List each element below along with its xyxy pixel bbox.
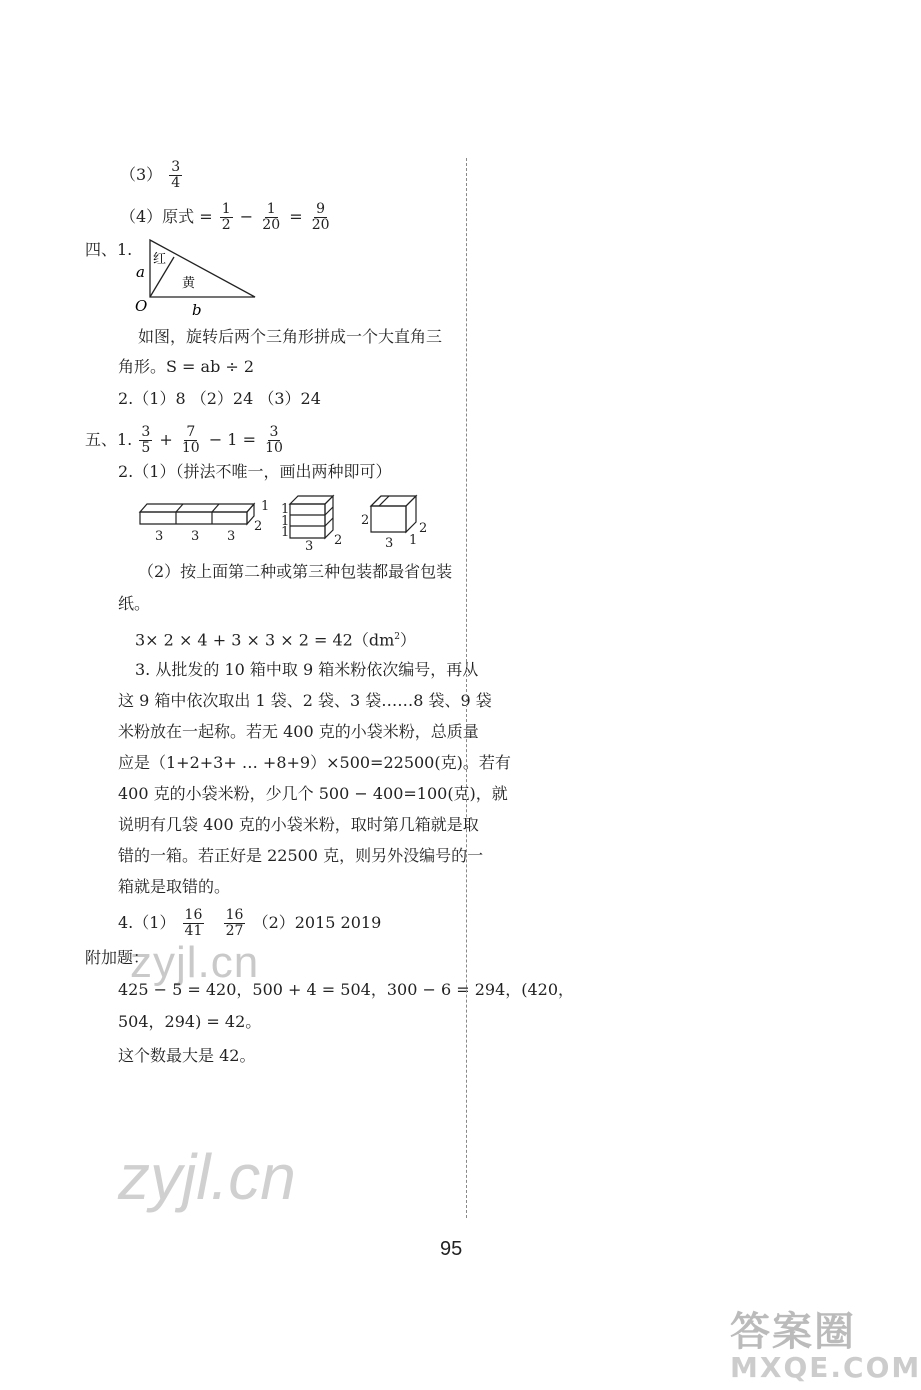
box-label: 1	[409, 533, 418, 548]
fraction: $\frac{3}{10}$	[265, 424, 283, 456]
fraction: $\frac{1}{20}$	[262, 201, 281, 233]
box-label: 2	[419, 521, 428, 536]
section-5	[85, 425, 287, 456]
page-number: 95	[440, 1238, 463, 1260]
section-4-label: 四、1.	[85, 240, 133, 259]
box-label: 1	[281, 514, 290, 529]
sec5-q2b-calc	[135, 627, 416, 650]
item-3	[120, 160, 184, 191]
box-label: 1	[281, 502, 290, 517]
sec5-q3-line: 3. 从批发的 10 箱中取 9 箱米粉依次编号，再从	[135, 660, 479, 679]
column-divider	[466, 158, 467, 1218]
operator: =	[289, 207, 303, 226]
fraction: $\frac{3}{5}$	[141, 424, 151, 456]
item-3-label: （3）	[120, 165, 163, 184]
sec5-q3-line: 箱就是取错的。	[118, 877, 231, 896]
calc-sup: 2	[394, 632, 400, 642]
sec5-q2b-line2: 纸。	[118, 594, 151, 613]
sec5-q3-line: 这 9 箱中依次取出 1 袋、2 袋、3 袋……8 袋、9 袋	[118, 691, 492, 710]
calc-text: 3× 2 × 4 + 3 × 3 × 2 = 42（dm	[135, 630, 395, 650]
extra-line2: 504，294) = 42。	[118, 1012, 262, 1031]
sec5-q2b-line1: （2）按上面第二种或第三种包装都最省包装	[138, 562, 453, 581]
box-label: 3	[305, 539, 314, 554]
item-4-label: （4）原式 =	[120, 207, 213, 226]
box-label: 2	[361, 513, 370, 528]
operator: − 1 =	[208, 430, 256, 449]
sec4-line2: 角形。S = ab ÷ 2	[118, 357, 255, 376]
section-5-label: 五、1.	[85, 430, 133, 449]
box-label: 2	[254, 519, 263, 534]
corner-logo	[730, 1300, 921, 1385]
sec5-q3-line: 说明有几袋 400 克的小袋米粉，取时第几箱就是取	[118, 815, 479, 834]
sec5-q3-line: 米粉放在一起称。若无 400 克的小袋米粉，总质量	[118, 722, 479, 741]
corner-logo-top: 答案圈	[730, 1309, 856, 1355]
operator: −	[239, 207, 254, 226]
extra-line1: 425 − 5 = 420，500 + 4 = 504，300 − 6 = 294，(420，	[118, 980, 575, 999]
fraction: $\frac{3}{4}$	[171, 159, 181, 191]
fraction: $\frac{1}{2}$	[221, 201, 231, 233]
sec5-q3-line: 错的一箱。若正好是 22500 克，则另外没编号的一	[118, 846, 484, 865]
box-label: 3	[227, 529, 236, 544]
fraction: $\frac{16}{41}$	[184, 907, 203, 939]
sec5-q3-line: 400 克的小袋米粉，少几个 500 − 400=100(克)，就	[118, 784, 508, 803]
sec4-line1: 如图，旋转后两个三角形拼成一个大直角三	[138, 327, 443, 346]
box-label: 3	[191, 529, 200, 544]
calc-close: ）	[399, 630, 416, 650]
sec4-q2: 2.（1）8 （2）24 （3）24	[118, 389, 321, 408]
sec5-q3-line: 应是（1+2+3+ … +8+9）×500=22500(克)。若有	[118, 753, 511, 772]
watermark-small: zyjl.cn	[130, 938, 260, 987]
box-packing-figure	[135, 492, 440, 554]
fraction: $\frac{7}{10}$	[181, 424, 200, 456]
operator: +	[159, 430, 173, 449]
tri-red-label: 红	[153, 252, 167, 267]
sec5-q4	[118, 908, 381, 939]
fraction: $\frac{16}{27}$	[225, 907, 244, 939]
tri-b-label: b	[192, 301, 202, 319]
fraction: $\frac{9}{20}$	[311, 201, 330, 233]
box-label: 1	[261, 499, 270, 514]
item-4	[120, 202, 334, 233]
watermark-large: zyjl.cn	[118, 1141, 296, 1213]
triangle-figure	[130, 235, 265, 320]
box-label: 3	[155, 529, 164, 544]
box-label: 3	[385, 536, 394, 551]
sec5-q2a: 2.（1）（拼法不唯一，画出两种即可）	[118, 462, 392, 481]
box-label: 2	[334, 533, 343, 548]
corner-logo-bottom: MXQE.COM	[730, 1351, 921, 1384]
extra-label: 附加题：	[85, 948, 150, 967]
tri-yellow-label: 黄	[182, 276, 196, 291]
extra-line3: 这个数最大是 42。	[118, 1046, 256, 1065]
tri-o-label: O	[135, 297, 148, 315]
tri-a-label: a	[136, 263, 145, 281]
q4-label: 4.（1）	[118, 913, 176, 932]
box-label: 1	[281, 525, 290, 540]
q4-rest: （2）2015 2019	[252, 913, 382, 932]
